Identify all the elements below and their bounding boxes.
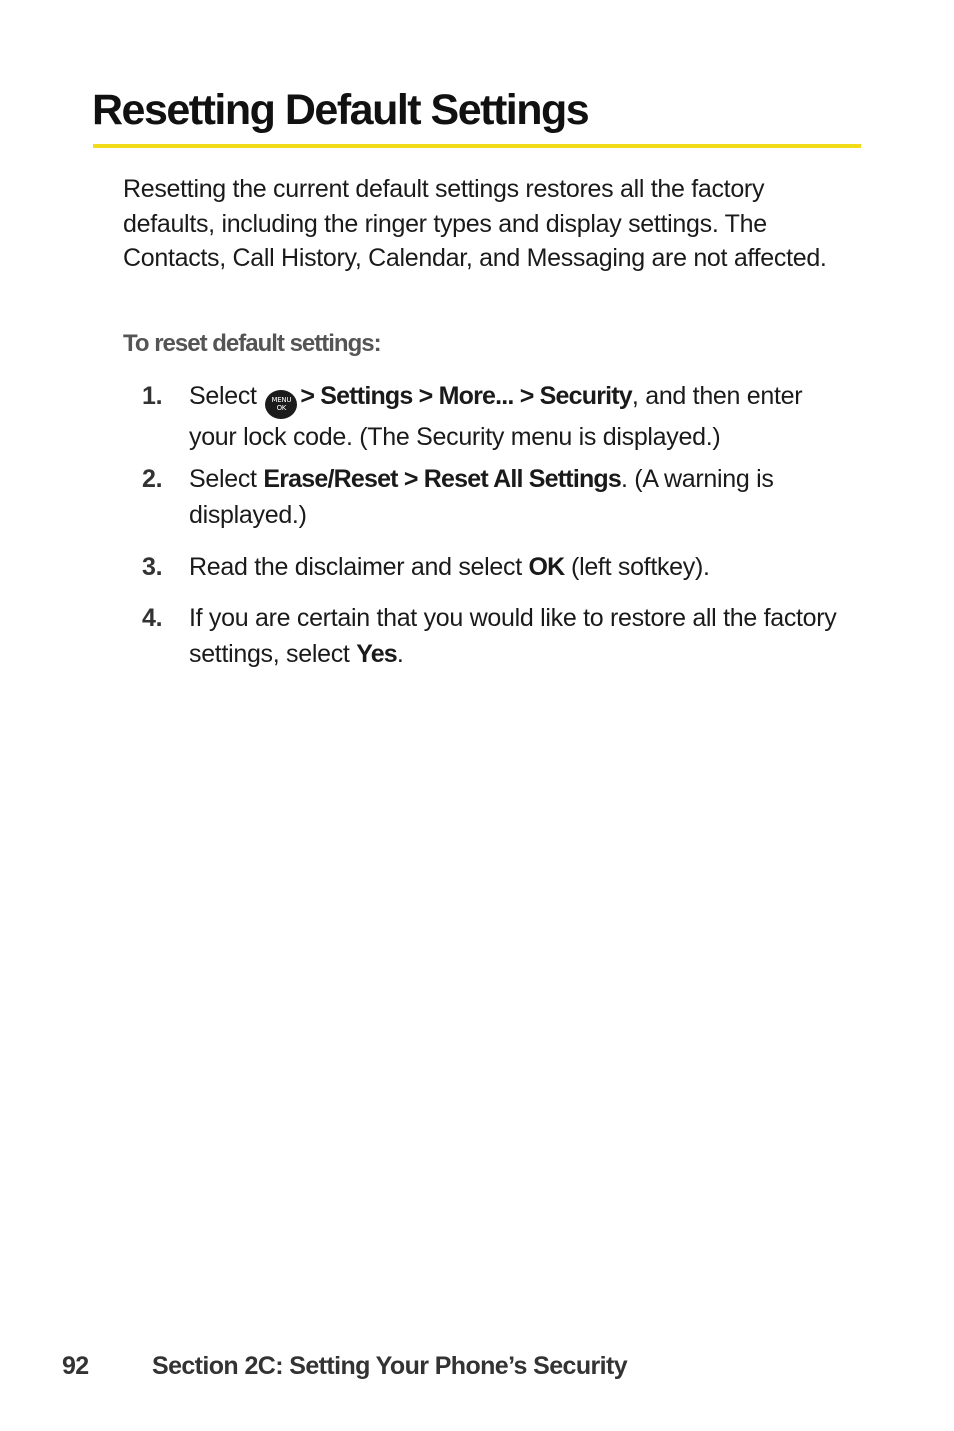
step-trailing-text: . (A warning is displayed.) bbox=[189, 465, 774, 529]
step-trailing-text: , and then enter your lock code. (The Security menu is displayed.) bbox=[189, 382, 803, 451]
step-number: 1. bbox=[142, 382, 163, 410]
option-label: Yes bbox=[356, 640, 397, 668]
title-underline-rule bbox=[93, 144, 861, 148]
softkey-label: OK bbox=[528, 553, 565, 581]
page-title: Resetting Default Settings bbox=[92, 86, 589, 134]
page-number: 92 bbox=[62, 1352, 89, 1380]
step-trailing-text: . bbox=[396, 640, 404, 668]
step-text bbox=[189, 378, 842, 455]
intro-paragraph: Resetting the current default settings restores all the factory defaults, including the ringer types and display settings. The Contacts, Call History, Calendar, and Messaging are not affected. bbox=[123, 175, 827, 273]
page-footer bbox=[62, 1349, 627, 1383]
step-1 bbox=[142, 378, 842, 455]
step-text bbox=[189, 461, 842, 533]
step-text bbox=[189, 549, 842, 585]
menu-key-label-top: MENU bbox=[271, 396, 292, 404]
step-number: 3. bbox=[142, 553, 163, 581]
step-lead-text: Select bbox=[189, 382, 264, 410]
step-2 bbox=[142, 461, 842, 533]
section-title: Section 2C: Setting Your Phone’s Security bbox=[152, 1352, 628, 1380]
menu-ok-key-icon bbox=[265, 390, 297, 419]
step-3 bbox=[142, 549, 842, 585]
step-number: 4. bbox=[142, 604, 163, 632]
step-lead-text: Read the disclaimer and select bbox=[189, 553, 529, 581]
step-number: 2. bbox=[142, 465, 163, 493]
step-lead-text: If you are certain that you would like to restore all the factory settings, select bbox=[189, 604, 837, 668]
step-4 bbox=[142, 600, 842, 672]
procedure-heading: To reset default settings: bbox=[123, 330, 381, 357]
step-trailing-text: (left softkey). bbox=[564, 553, 710, 581]
menu-path: > Settings > More... > Security bbox=[300, 382, 632, 410]
menu-path: Erase/Reset > Reset All Settings bbox=[263, 465, 622, 493]
step-text bbox=[189, 600, 842, 672]
step-lead-text: Select bbox=[189, 465, 264, 493]
menu-key-label-bottom: OK bbox=[276, 404, 287, 412]
